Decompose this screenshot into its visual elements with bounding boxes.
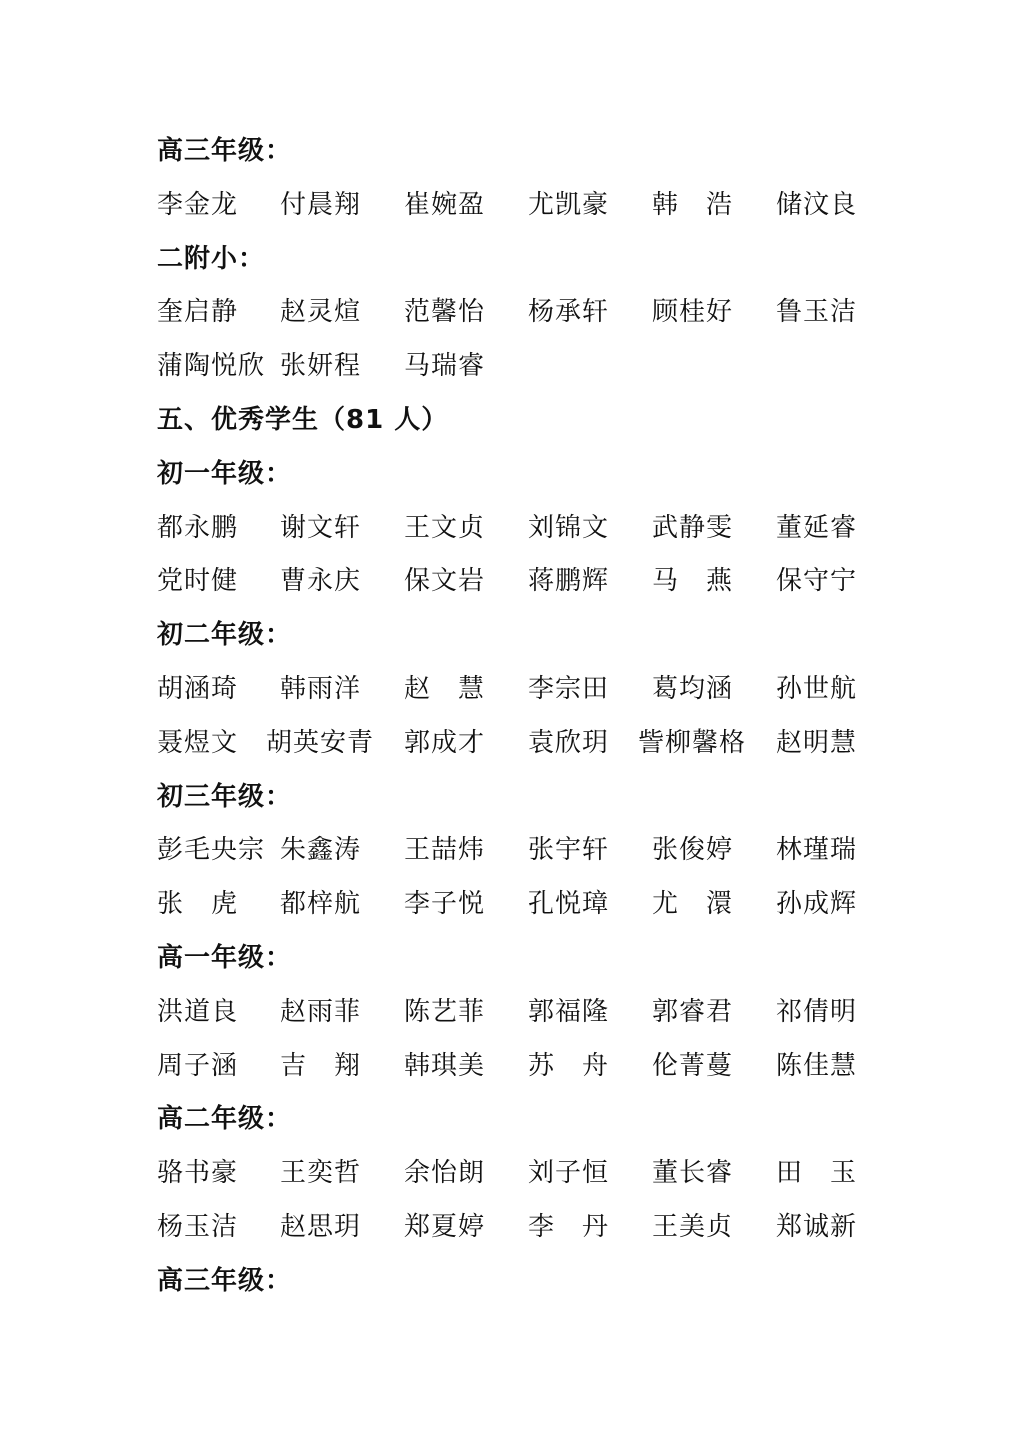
student-name: 张俊婷 [652,835,734,866]
section-heading: 高三年级： [157,1265,293,1296]
student-name: 董延睿 [776,512,858,543]
student-name: 骆书豪 [157,1158,239,1189]
section-heading-line [0,770,1024,824]
student-name: 赵 慧 [404,674,486,704]
section-heading-line [0,931,1024,985]
name-row [0,716,1024,770]
student-name: 余怡朗 [404,1158,486,1189]
section-heading: 高三年级： [157,136,293,166]
student-name: 保文岩 [404,566,486,597]
name-row [0,877,1024,931]
student-name: 党时健 [157,566,239,597]
student-name: 刘锦文 [528,512,610,543]
section-heading-line [0,447,1024,501]
student-name: 马瑞睿 [404,351,486,382]
student-name: 王文贞 [404,512,486,543]
section-heading-line [0,393,1024,447]
student-name: 储汶良 [776,189,858,220]
student-name: 曹永庆 [280,566,362,597]
name-row [0,339,1024,393]
student-name: 陈艺菲 [404,996,486,1027]
section-heading-line [0,1254,1024,1308]
student-name: 崔婉盈 [404,189,486,220]
student-name: 谢文轩 [280,512,362,543]
student-name: 郭成才 [404,727,486,758]
section-heading: 二附小： [157,243,266,274]
student-name: 胡英安青 [266,727,375,758]
student-name: 蒋鹏辉 [528,566,610,597]
student-name: 杨玉洁 [157,1212,239,1242]
section-heading-line [0,608,1024,662]
student-name: 赵明慧 [776,727,858,758]
student-name: 彭毛央宗 [157,835,266,866]
student-name: 张妍程 [280,351,362,382]
student-name: 田 玉 [776,1158,858,1189]
student-name: 郑诚新 [776,1212,858,1242]
student-name: 郭睿君 [652,996,734,1027]
student-name: 赵思玥 [280,1212,362,1242]
student-name: 周子涵 [157,1050,239,1081]
student-name: 伦菁蔓 [652,1050,734,1081]
section-heading: 高一年级： [157,943,293,973]
student-name: 郑夏婷 [404,1212,486,1242]
name-row [0,285,1024,339]
student-name: 杨承轩 [528,297,610,328]
student-name: 葛均涵 [652,674,734,704]
name-row [0,985,1024,1039]
student-name: 韩 浩 [652,189,734,220]
student-name: 陈佳慧 [776,1050,858,1081]
student-name: 王喆炜 [404,835,486,866]
student-name: 李金龙 [157,189,239,220]
student-name: 孙成辉 [776,889,858,920]
student-name: 张 虎 [157,889,239,920]
student-name: 付晨翔 [280,189,362,220]
student-name: 李宗田 [528,674,610,704]
student-name: 都永鹏 [157,512,239,543]
section-heading-line [0,124,1024,178]
student-name: 尤 澴 [652,889,734,920]
name-row [0,662,1024,716]
student-name: 尤凯豪 [528,189,610,220]
student-name: 武静雯 [652,512,734,543]
section-heading: 初三年级： [157,781,293,812]
student-name: 赵雨菲 [280,996,362,1027]
student-name: 李子悦 [404,889,486,920]
student-name: 李 丹 [528,1212,610,1242]
student-name: 范馨怡 [404,297,486,328]
name-row [0,178,1024,232]
student-name: 洪道良 [157,996,239,1027]
student-name: 董长睿 [652,1158,734,1189]
student-name: 祁倩明 [776,996,858,1027]
student-name: 孔悦璋 [528,889,610,920]
student-name: 王美贞 [652,1212,734,1242]
section-heading-line [0,232,1024,286]
student-name: 奎启静 [157,297,239,328]
student-name: 刘子恒 [528,1158,610,1189]
name-row [0,1146,1024,1200]
section-heading: 五、优秀学生（81 人） [157,405,449,435]
student-name: 都梓航 [280,889,362,920]
student-name: 王奕哲 [280,1158,362,1189]
student-name: 苏 舟 [528,1050,610,1081]
name-row [0,501,1024,555]
student-name: 聂煜文 [157,727,239,758]
student-name: 蒲陶悦欣 [157,351,266,382]
student-name: 郭福隆 [528,996,610,1027]
student-name: 保守宁 [776,566,858,597]
name-row [0,554,1024,608]
student-name: 鲁玉洁 [776,297,858,328]
student-name: 赵灵煊 [280,297,362,328]
section-heading: 初一年级： [157,458,293,489]
student-name: 马 燕 [652,566,734,597]
name-row [0,823,1024,877]
section-heading-line [0,1092,1024,1146]
student-name: 胡涵琦 [157,674,239,704]
student-name: 韩雨洋 [280,674,362,704]
student-name: 张宇轩 [528,835,610,866]
student-name: 朱鑫涛 [280,835,362,866]
name-row [0,1039,1024,1093]
section-heading: 初二年级： [157,620,293,651]
student-name: 吉 翔 [280,1050,362,1081]
student-name: 袁欣玥 [528,727,610,758]
student-name: 顾桂好 [652,297,734,328]
student-name: 林瑾瑞 [776,835,858,866]
student-name: 孙世航 [776,674,858,704]
section-heading: 高二年级： [157,1104,293,1135]
student-name: 韩琪美 [404,1050,486,1081]
name-row [0,1200,1024,1254]
student-name: 訾柳馨格 [638,727,747,758]
